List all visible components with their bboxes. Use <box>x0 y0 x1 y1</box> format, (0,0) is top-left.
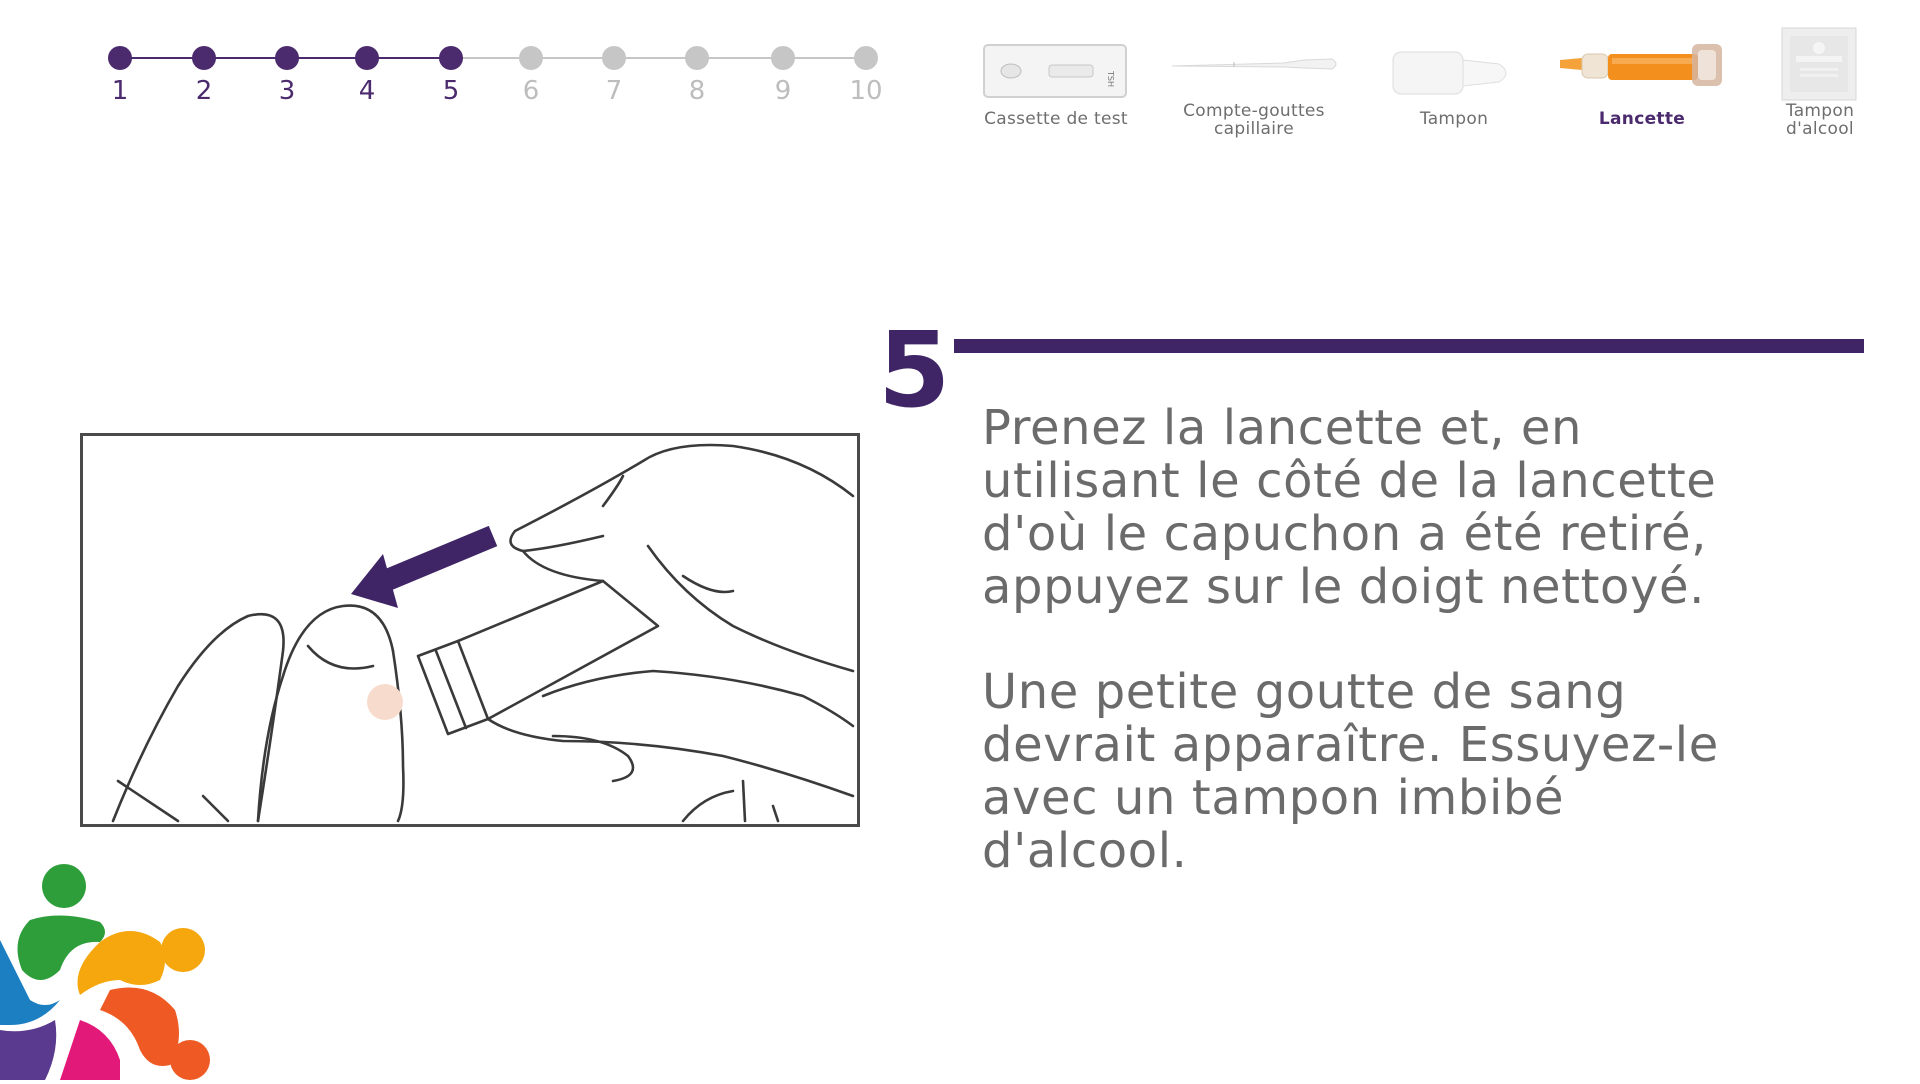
step-number-label: 4 <box>358 76 376 106</box>
step-5 <box>431 34 471 106</box>
lancet-press-finger-illustration <box>83 436 857 824</box>
step-dot <box>771 46 795 70</box>
kit-label: Cassette de test <box>984 109 1128 129</box>
step-number-label: 3 <box>278 76 296 106</box>
step-dot <box>685 46 709 70</box>
progress-stepper <box>100 34 900 124</box>
step-number-label: 1 <box>111 76 129 106</box>
step-number-label: 6 <box>522 76 540 106</box>
step-number-label: 7 <box>605 76 623 106</box>
step-dot <box>275 46 299 70</box>
blood-spot <box>367 684 403 720</box>
alcohol-swab-icon <box>1780 26 1860 106</box>
step-dot <box>192 46 216 70</box>
step-number: 5 <box>878 309 947 431</box>
step-number-label: 8 <box>688 76 706 106</box>
step-dot <box>439 46 463 70</box>
test-cassette-icon <box>981 40 1131 110</box>
step-8 <box>677 34 717 106</box>
kit-label: Tampon <box>1419 109 1489 129</box>
lancet-illustration <box>80 433 860 827</box>
capillary-dropper-icon <box>1164 44 1344 84</box>
step-1 <box>100 34 140 106</box>
step-number-label: 5 <box>442 76 460 106</box>
step-10 <box>846 34 886 106</box>
step-2 <box>184 34 224 106</box>
kit-label: Tampon d'alcool <box>1785 101 1855 139</box>
step-6 <box>511 34 551 106</box>
step-dot <box>519 46 543 70</box>
step-dot <box>355 46 379 70</box>
kit-label: Compte-gouttes capillaire <box>1183 101 1325 139</box>
step-number-label: 10 <box>849 76 883 106</box>
step-4 <box>347 34 387 106</box>
kit-item-capillary-dropper <box>1164 22 1344 138</box>
kit-items-bar <box>970 22 1870 152</box>
buffer-bottle-icon <box>1389 44 1519 104</box>
step-7 <box>594 34 634 106</box>
instruction-paragraph-2: Une petite goutte de sang devrait apparaître. Essuyez-le avec un tampon imbibé d'alcool. <box>982 664 1719 879</box>
lancet-icon <box>1552 34 1732 94</box>
step-dot <box>108 46 132 70</box>
step-divider <box>954 339 1864 353</box>
step-dot <box>602 46 626 70</box>
kit-item-lancet <box>1552 22 1732 128</box>
kit-item-test-cassette <box>966 22 1146 128</box>
kit-item-alcohol-swab <box>1730 22 1910 138</box>
instruction-paragraph-1: Prenez la lancette et, en utilisant le côté de la lancette d'où le capuchon a été retiré, appuyez sur le doigt nettoyé. <box>982 400 1717 615</box>
kit-label: Lancette <box>1598 109 1686 129</box>
step-number-label: 2 <box>195 76 213 106</box>
step-number-label: 9 <box>774 76 792 106</box>
cassette-marks: TSH <box>1106 71 1115 87</box>
people-circle-logo <box>0 860 220 1080</box>
organization-logo <box>0 860 220 1080</box>
step-dot <box>854 46 878 70</box>
direction-arrow-icon <box>351 536 493 608</box>
kit-item-buffer <box>1364 22 1544 128</box>
step-9 <box>763 34 803 106</box>
step-3 <box>267 34 307 106</box>
